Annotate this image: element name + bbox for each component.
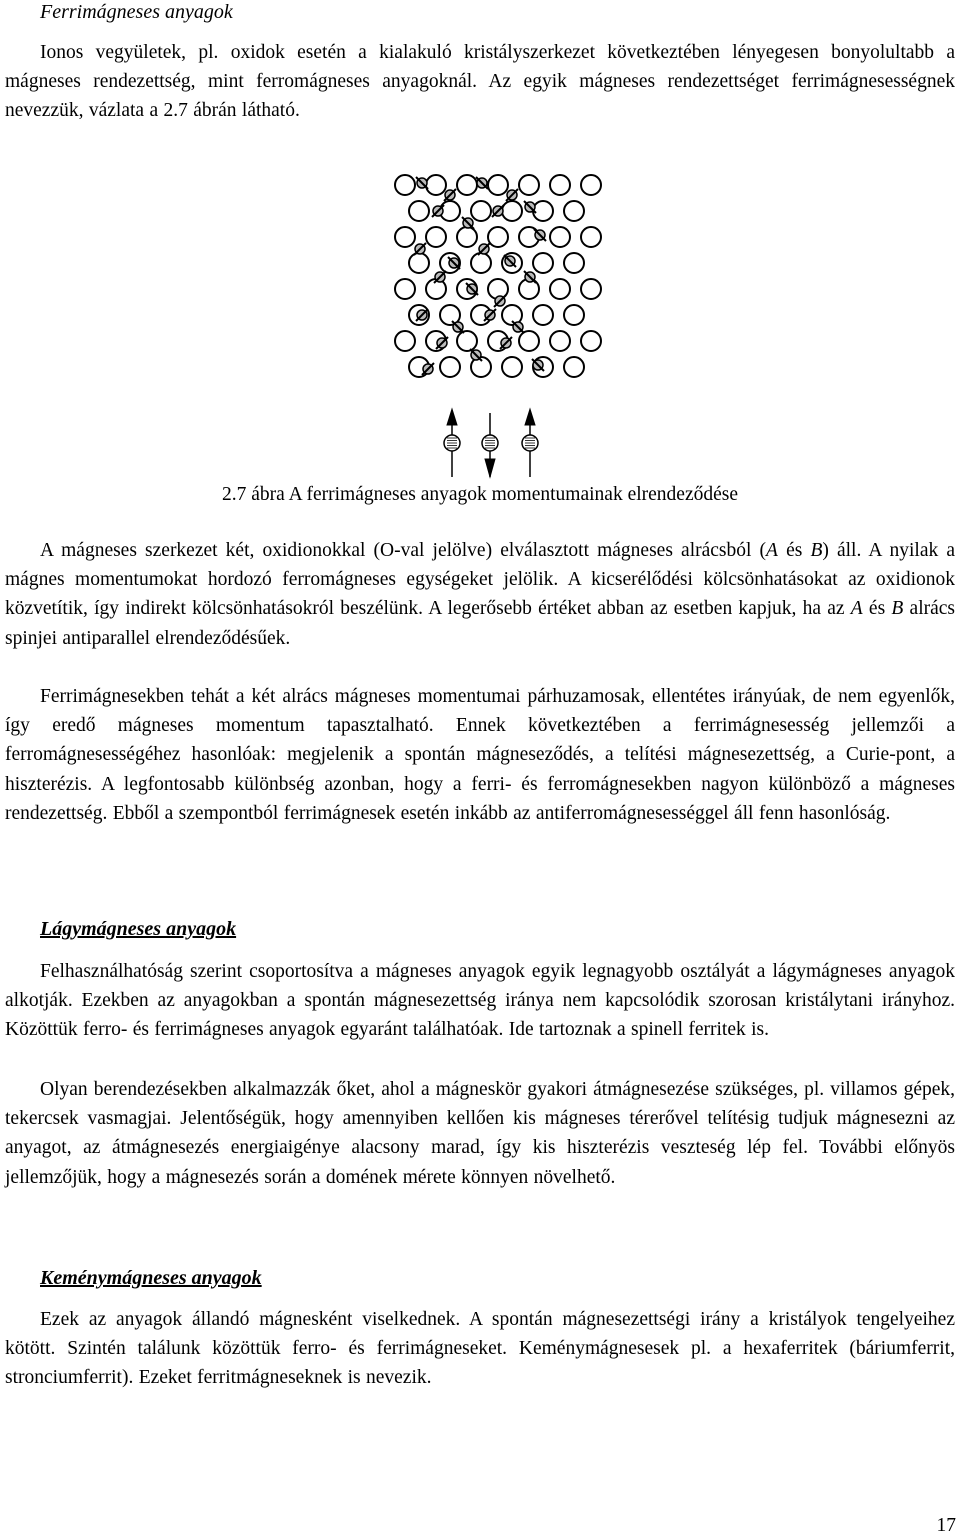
oxide-ion-circle <box>533 305 553 325</box>
oxide-ion-circle <box>581 331 601 351</box>
oxide-ion-circle <box>488 175 508 195</box>
sublattice-b-label: B <box>891 598 904 620</box>
oxide-ion-circle <box>550 175 570 195</box>
ferrimagnetic-lattice-figure <box>380 165 610 485</box>
paragraph-soft-magnetic-intro: Felhasználhatóság szerint csoportosítva a mágneses anyagok egyik legnagyobb osztályát a lágymágneses anyagok alkotják. Ezekben az anyagokban a spontán mágnesezettség iránya nem kapcsolódik szorosan kristálytani irányhoz. Közöttük ferro- és ferrimágneses anyagok egyaránt találhatóak. Ide tartoznak a spinell ferritek is. <box>5 961 955 1041</box>
oxide-ion-circle <box>564 357 584 377</box>
paragraph-ionic-compounds <box>5 38 955 126</box>
sublattice-b-label: B <box>810 540 823 561</box>
figure-caption: 2.7 ábra A ferrimágneses anyagok momentumainak elrendeződése <box>221 484 739 505</box>
oxide-ion-circle <box>581 279 601 299</box>
arrow-up-icon <box>525 409 535 425</box>
oxide-ion-circle <box>426 227 446 247</box>
oxide-ion-circle <box>471 201 491 221</box>
oxide-ion-circle <box>395 331 415 351</box>
oxide-ion-circle <box>533 253 553 273</box>
page-number: 17 <box>936 1515 956 1536</box>
oxide-ion-circle <box>519 175 539 195</box>
oxide-ion-circle <box>581 175 601 195</box>
paragraph-magnetic-structure: A mágneses szerkezet két, oxidionokkal (O-val jelölve) elválasztott mágneses alrácsból (A és B) áll. A nyilak a mágnes momentumokat hordozó ferromágneses egységeket jelölik. A kicserélődési kölcsönhatásokat az oxidionok közvetítik, így indirekt kölcsönhatásokról beszélünk. A legerősebb értéket abban az esetben kapjuk, ha az A és B alrács spinjei antiparallel elrendeződésűek. <box>5 540 956 649</box>
oxide-ion-circle <box>564 253 584 273</box>
heading-ferrimagnetic: Ferrimágneses anyagok <box>40 1 233 23</box>
heading-hard-magnetic: Keménymágneses anyagok <box>40 1267 262 1289</box>
lattice-grid <box>395 175 601 377</box>
oxide-ion-circle <box>564 305 584 325</box>
oxide-ion-circle <box>457 227 477 247</box>
paragraph-hard-magnetic: Ezek az anyagok állandó mágnesként viselkednek. A spontán mágnesezettségi irány a kristályok tengelyeihez kötött. Szintén találunk közöttük ferro- és ferrimágneseket. Keménymágnesesek pl. a hexaferritek (báriumferrit, stronciumferrit). Ezeket ferritmágneseknek is nevezik. <box>5 1309 955 1389</box>
oxide-ion-circle <box>395 279 415 299</box>
oxide-ion-circle <box>581 227 601 247</box>
arrow-down-icon <box>485 459 495 477</box>
oxide-ion-circle <box>409 201 429 221</box>
oxide-ion-circle <box>519 331 539 351</box>
oxide-ion-circle <box>395 227 415 247</box>
oxide-ion-circle <box>488 227 508 247</box>
oxide-ion-circle <box>533 201 553 221</box>
oxide-ion-circle <box>457 175 477 195</box>
moment-arrows-legend <box>444 409 538 477</box>
oxide-ion-circle <box>457 331 477 351</box>
arrow-up-icon <box>447 409 457 425</box>
oxide-ion-circle <box>409 253 429 273</box>
oxide-ion-circle <box>502 357 522 377</box>
oxide-ion-circle <box>550 279 570 299</box>
sublattice-a-label: A <box>850 598 863 620</box>
oxide-ion-circle <box>426 175 446 195</box>
oxide-ion-circle <box>440 357 460 377</box>
oxide-ion-circle <box>550 227 570 247</box>
sublattice-a-label: A <box>766 540 778 561</box>
oxide-ion-circle <box>471 253 491 273</box>
paragraph-soft-magnetic-usage: Olyan berendezésekben alkalmazzák őket, ahol a mágneskör gyakori átmágnesezése szükséges, pl. villamos gépek, tekercsek vasmagjai. Jelentőségük, hogy amennyiben kellően kis mágneses térerővel telítésig tudjuk mágnesezni az anyagot, az átmágnesezés energiaigénye alacsony marad, így kis hiszterézis veszteség lép fel. További előnyös jellemzőjük, hogy a mágnesezés során a domének mérete könnyen növelhető. <box>5 1079 955 1188</box>
paragraph-ferrimagnet-properties: Ferrimágnesekben tehát a két alrács mágneses momentumai párhuzamosak, ellentétes irányúak, de nem egyenlők, így eredő mágneses momentum tapasztalható. Ennek következtében a ferrimágnesesség jellemzői a ferromágnesességéhez hasonlóak: megjelenik a spontán mágneseződés, a telítési mágnesezettség, a Curie-pont, a hiszterézis. A legfontosabb különbség azonban, hogy a ferri- és ferromágnesekben nagyon különböző a mágneses rendezettség. Ebből a szempontból ferrimágnesek esetén inkább az antiferromágnesességgel áll fenn hasonlóság. <box>5 686 955 824</box>
oxide-ion-circle <box>502 201 522 221</box>
heading-soft-magnetic: Lágymágneses anyagok <box>40 918 237 940</box>
oxide-ion-circle <box>550 331 570 351</box>
paragraph-text: Ionos vegyületek, pl. oxidok esetén a kialakuló kristályszerkezet következtében lényegesen bonyolultabb a mágneses rendezettség, mint ferromágneses anyagoknál. Az egyik mágneses rendezettséget ferrimágnesességnek nevezzük, vázlata a 2.7 ábrán látható. <box>5 42 955 122</box>
oxide-ion-circle <box>395 175 415 195</box>
oxide-ion-circle <box>564 201 584 221</box>
